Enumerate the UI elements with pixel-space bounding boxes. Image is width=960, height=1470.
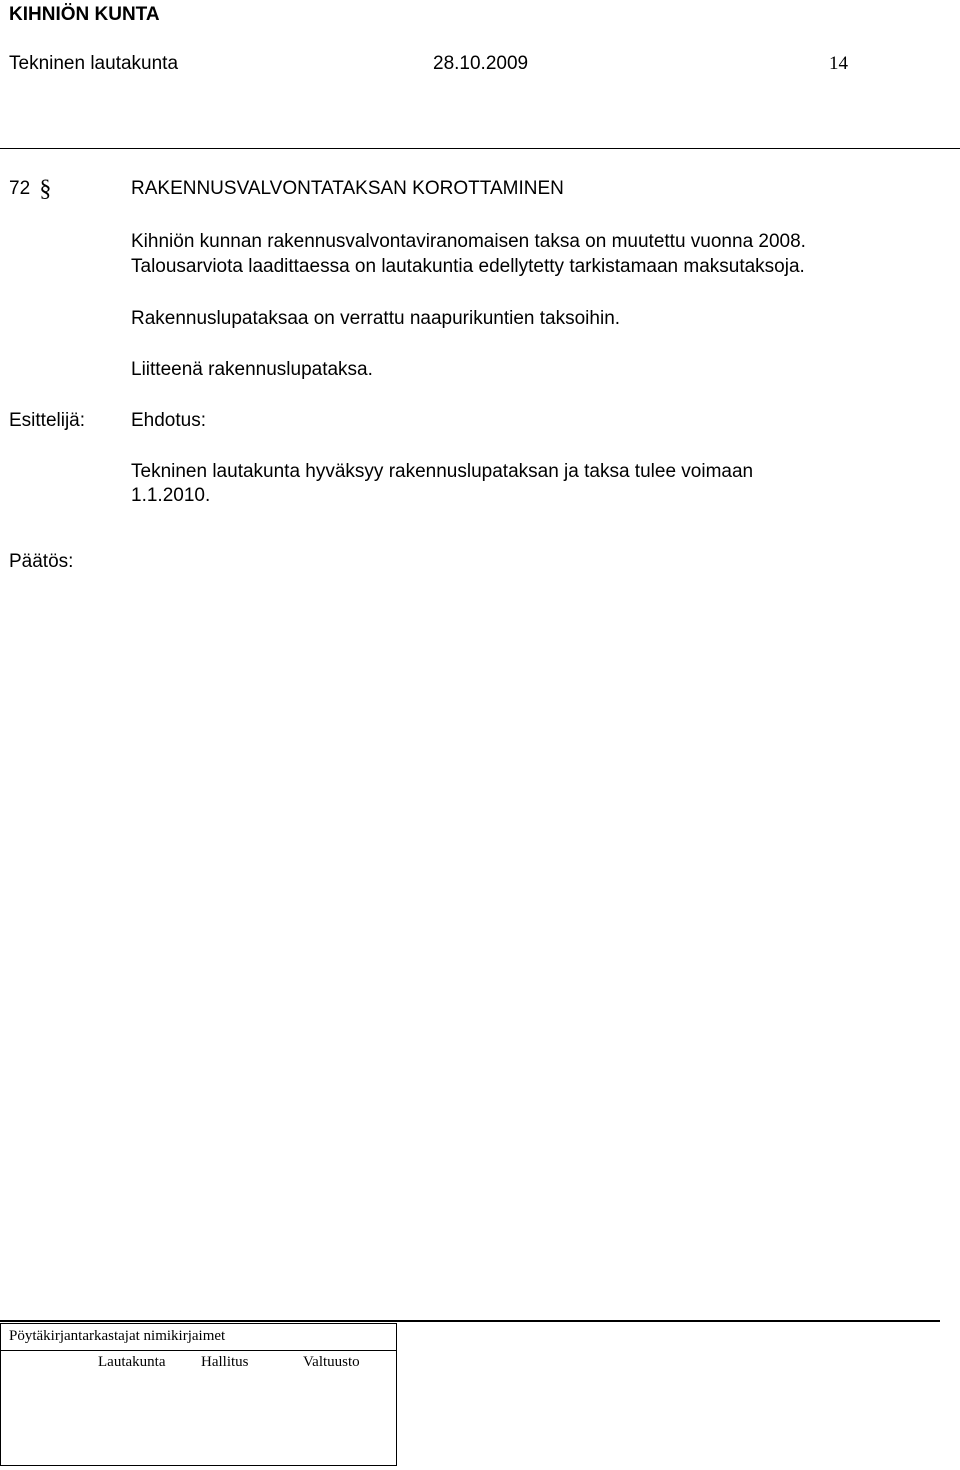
paragraph-3: Liitteenä rakennuslupataksa. (131, 359, 373, 380)
signature-box-title-row (1, 1324, 396, 1351)
decision-label: Päätös: (9, 551, 74, 572)
signature-box-title: Pöytäkirjantarkastajat nimikirjaimet (9, 1328, 226, 1344)
section-number: 72 (9, 178, 31, 199)
proposal-label: Ehdotus: (131, 410, 206, 431)
header-divider (0, 148, 960, 149)
section-sign: § (39, 176, 52, 202)
presenter-label: Esittelijä: (9, 410, 86, 431)
signature-column-hallitus: Hallitus (201, 1354, 249, 1370)
organization-name: KIHNIÖN KUNTA (9, 4, 160, 25)
paragraph-2: Rakennuslupataksaa on verrattu naapurikuntien taksoihin. (131, 308, 621, 329)
signature-box (0, 1323, 397, 1466)
meeting-date: 28.10.2009 (433, 53, 529, 74)
footer-divider (0, 1320, 940, 1322)
paragraph-1-line-2: Talousarviota laadittaessa on lautakuntia edellytetty tarkistamaan maksutaksoja. (131, 256, 805, 277)
proposal-line-2: 1.1.2010. (131, 485, 211, 506)
signature-column-valtuusto: Valtuusto (303, 1354, 360, 1370)
proposal-line-1: Tekninen lautakunta hyväksyy rakennuslupataksan ja taksa tulee voimaan (131, 461, 754, 482)
board-name: Tekninen lautakunta (9, 53, 179, 74)
page-number: 14 (829, 53, 848, 74)
paragraph-1-line-1: Kihniön kunnan rakennusvalvontaviranomaisen taksa on muutettu vuonna 2008. (131, 231, 806, 252)
signature-column-lautakunta: Lautakunta (98, 1354, 166, 1370)
section-heading (9, 178, 55, 200)
section-title: RAKENNUSVALVONTATAKSAN KOROTTAMINEN (131, 178, 564, 199)
